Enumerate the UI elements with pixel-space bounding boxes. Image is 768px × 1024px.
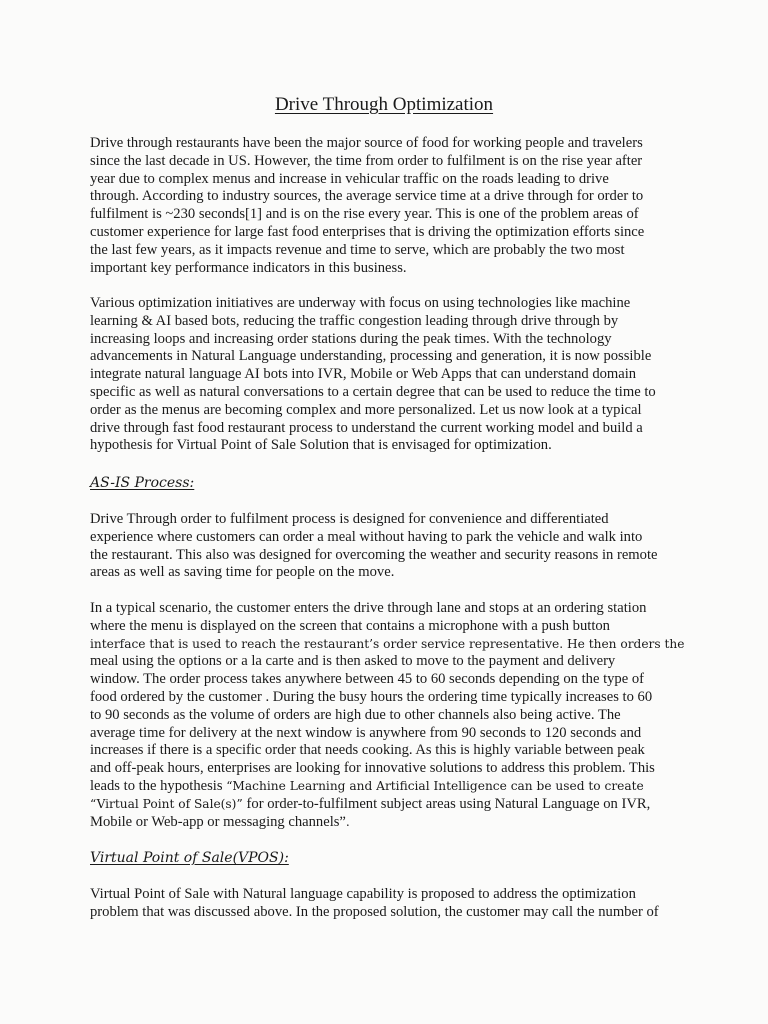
text-line: since the last decade in US. However, the time from order to fulfilment is on the rise year after	[90, 152, 643, 169]
text-line: food ordered by the customer . During the busy hours the ordering time typically increases to 60	[90, 688, 653, 705]
document-title: Drive Through Optimization	[274, 94, 494, 115]
text-line: Various optimization initiatives are underway with focus on using technologies like machine	[90, 295, 631, 311]
paragraph-asis	[90, 511, 690, 582]
text-line: In a typical scenario, the customer enters the drive through lane and stops at an ordering station	[90, 600, 647, 616]
text-line: important key performance indicators in this business.	[90, 259, 407, 276]
section-heading-asis: AS-IS Process:	[90, 475, 195, 491]
text-line: average time for delivery at the next window is anywhere from 90 seconds to 120 seconds and	[90, 724, 642, 741]
text-line: fulfilment is ~230 seconds[1] and is on the rise every year. This is one of the problem areas of	[90, 206, 639, 223]
text-line: drive through fast food restaurant process to understand the current working model and build a	[90, 419, 643, 436]
text-line: window. The order process takes anywhere between 45 to 60 seconds depending on the type of	[90, 671, 644, 688]
text-line: to 90 seconds as the volume of orders are high due to other channels also being active. The	[90, 706, 621, 723]
text-line: year due to complex menus and increase in vehicular traffic on the roads leading to drive	[90, 170, 609, 187]
text-run: leads to the hypothesis	[90, 777, 227, 794]
text-line: learning & AI based bots, reducing the traffic congestion leading through drive through by	[90, 312, 619, 329]
text-line: meal using the options or a la carte and is then asked to move to the payment and delivery	[90, 653, 616, 670]
text-line: increasing loops and increasing order stations during the peak times. With the technology	[90, 330, 612, 347]
text-line: areas as well as saving time for people on the move.	[90, 564, 395, 581]
text-line	[90, 796, 690, 814]
text-line: where the menu is displayed on the screen that contains a microphone with a push button	[90, 617, 610, 634]
text-line: interface that is used to reach the restaurant’s order service representative. He then orders the	[90, 636, 685, 651]
text-line: specific as well as natural conversations to a certain degree that can be used to reduce the time to	[90, 383, 656, 400]
hypothesis-quote: “Machine Learning and Artificial Intelligence can be used to create	[226, 778, 644, 793]
text-run: Mobile or Web-app or messaging channels”	[90, 813, 346, 830]
paragraph-initiatives	[90, 295, 690, 455]
text-line	[90, 814, 690, 832]
text-line: order as the menus are becoming complex and more personalized. Let us now look at a typical	[90, 401, 642, 418]
section-heading-vpos: Virtual Point of Sale(VPOS):	[90, 850, 289, 866]
text-line: problem that was discussed above. In the proposed solution, the customer may call the number of	[90, 903, 659, 920]
text-line: customer experience for large fast food enterprises that is driving the optimization efforts since	[90, 223, 645, 240]
text-line: Drive Through order to fulfilment process is designed for convenience and differentiated	[90, 511, 609, 527]
text-line: Drive through restaurants have been the major source of food for working people and travelers	[90, 135, 643, 151]
text-line: experience where customers can order a meal without having to park the vehicle and walk into	[90, 528, 643, 545]
text-line: Virtual Point of Sale with Natural language capability is proposed to address the optimization	[90, 886, 636, 902]
text-line: through. According to industry sources, the average service time at a drive through for order to	[90, 188, 644, 205]
text-line: advancements in Natural Language understanding, processing and generation, it is now possible	[90, 348, 652, 365]
paragraph-scenario	[90, 600, 690, 831]
text-line: integrate natural language AI bots into IVR, Mobile or Web Apps that can understand domain	[90, 366, 637, 383]
text-line: the restaurant. This also was designed for overcoming the weather and security reasons in remote	[90, 546, 658, 563]
text-run: .	[345, 814, 350, 829]
text-line: hypothesis for Virtual Point of Sale Solution that is envisaged for optimization.	[90, 437, 552, 454]
text-run: for order-to-fulfilment subject areas using Natural Language on IVR,	[246, 795, 651, 812]
hypothesis-quote: “Virtual Point of Sale(s)”	[90, 796, 247, 811]
text-line	[90, 778, 690, 796]
text-line: the last few years, as it impacts revenue and time to serve, which are probably the two most	[90, 241, 625, 258]
paragraph-intro	[90, 135, 690, 277]
paragraph-vpos	[90, 886, 690, 922]
text-line: and off-peak hours, enterprises are looking for innovative solutions to address this problem. This	[90, 760, 655, 777]
text-line: increases if there is a specific order that needs cooking. As this is highly variable between peak	[90, 742, 645, 759]
